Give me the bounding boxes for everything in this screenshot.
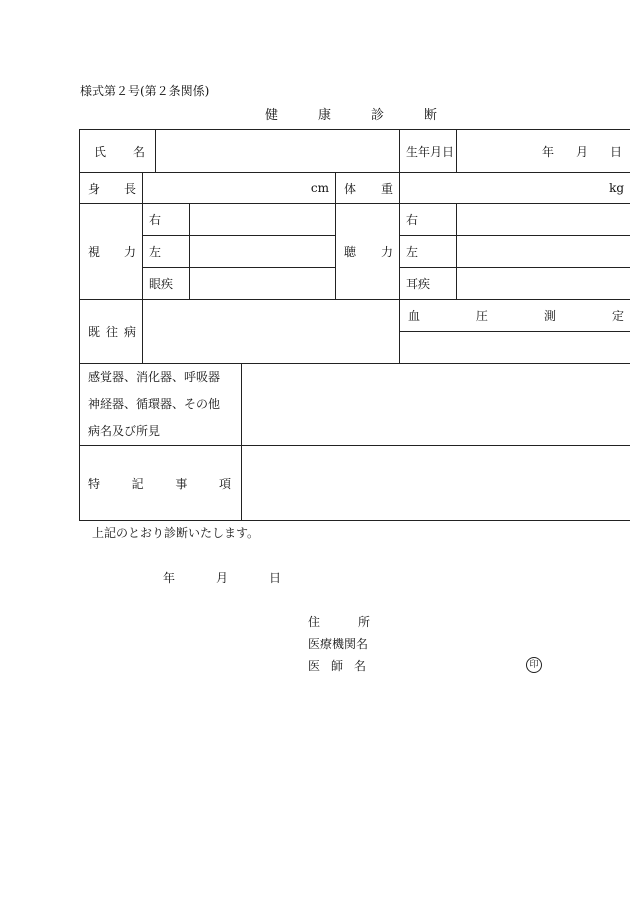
name-field[interactable] xyxy=(156,130,400,173)
date-month: 月 xyxy=(216,571,229,585)
document-title xyxy=(0,104,630,123)
vision-left-label: 左 xyxy=(143,236,190,268)
ear-disease-field[interactable] xyxy=(457,268,630,300)
row-past-illness xyxy=(80,300,630,332)
blood-pressure-label: 血 圧 測 定 xyxy=(400,300,630,332)
name-label: 氏 名 xyxy=(80,130,156,173)
height-field[interactable]: cm xyxy=(143,173,336,204)
address-label: 住 所 xyxy=(308,615,370,629)
vision-left-field[interactable] xyxy=(190,236,336,268)
hearing-left-field[interactable] xyxy=(457,236,630,268)
ear-disease-label: 耳疾 xyxy=(400,268,457,300)
health-form-table xyxy=(79,129,630,521)
hearing-label: 聴 力 xyxy=(336,204,400,300)
row-name xyxy=(80,130,630,173)
closing-statement: 上記のとおり診断いたします。 xyxy=(92,526,260,540)
vision-right-label: 右 xyxy=(143,204,190,236)
date-year: 年 xyxy=(163,571,176,585)
past-illness-field[interactable] xyxy=(143,300,400,364)
row-organs xyxy=(80,364,630,446)
past-illness-label: 既 往 病 xyxy=(80,300,143,364)
signature-date[interactable] xyxy=(163,569,322,586)
special-notes-field[interactable] xyxy=(242,446,630,521)
organs-field[interactable] xyxy=(242,364,630,446)
hearing-right-label: 右 xyxy=(400,204,457,236)
weight-field[interactable]: kg xyxy=(400,173,630,204)
seal-icon: 印 xyxy=(526,657,542,673)
title-char: 断 xyxy=(424,108,438,123)
height-label: 身 長 xyxy=(80,173,143,204)
hearing-left-label: 左 xyxy=(400,236,457,268)
date-day: 日 xyxy=(269,571,282,585)
vision-right-field[interactable] xyxy=(190,204,336,236)
row-height-weight xyxy=(80,173,630,204)
institution-label: 医療機関名 xyxy=(308,637,369,651)
title-char: 診 xyxy=(371,108,385,123)
weight-label: 体 重 xyxy=(336,173,400,204)
organs-label: 感覚器、消化器、呼吸器 神経器、循環器、その他 病名及び所見 xyxy=(80,364,242,446)
row-special-notes xyxy=(80,446,630,521)
hearing-right-field[interactable] xyxy=(457,204,630,236)
special-notes-label: 特 記 事 項 xyxy=(80,446,242,521)
blood-pressure-field[interactable] xyxy=(400,332,630,364)
doctor-name-label: 医 師 名 xyxy=(308,659,366,673)
form-number: 様式第２号(第２条関係) xyxy=(80,84,210,98)
row-vision-right xyxy=(80,204,630,236)
title-char: 康 xyxy=(317,108,331,123)
eye-disease-field[interactable] xyxy=(190,268,336,300)
title-char: 健 xyxy=(264,108,278,123)
birthdate-label: 生年月日 xyxy=(400,130,457,173)
birthdate-field[interactable]: 年 月 日 xyxy=(457,130,630,173)
eye-disease-label: 眼疾 xyxy=(143,268,190,300)
vision-label: 視 力 xyxy=(80,204,143,300)
